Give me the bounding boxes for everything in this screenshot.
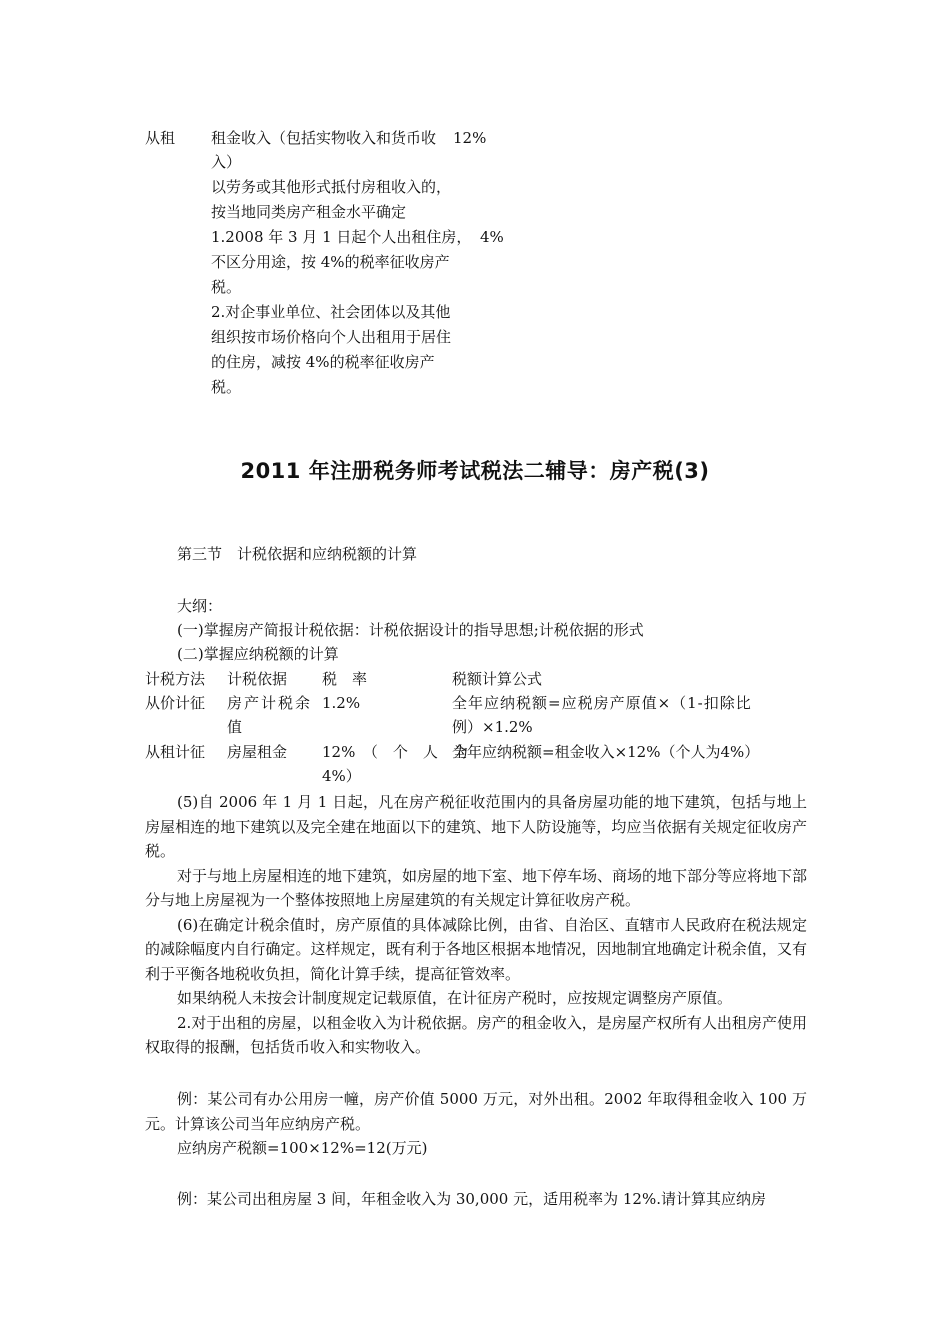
- top-table-basis-line-3: 以劳务或其他形式抵付房租收入的，: [211, 178, 452, 196]
- calc-table-row2-rate-2: 4%）: [322, 767, 361, 785]
- paragraph-3: (6)在确定计税余值时，房产原值的具体减除比例，由省、自治区、直辖市人民政府在税法规定的减除幅度内自行确定。这样规定，既有利于各地区根据本地情况，因地制宜地确定计税余值，又有利于平衡各地税收负担，简化计算手续，提高征管效率。: [145, 915, 807, 983]
- top-table-row-label: 从租: [145, 129, 176, 147]
- calc-table-row1-method: 从价计征: [145, 694, 206, 712]
- calc-table-row2-rate-1: 12% （ 个 人 为: [322, 743, 468, 761]
- calc-table-header-formula: 税额计算公式: [452, 670, 543, 688]
- calc-table-row2-method: 从租计征: [145, 743, 206, 761]
- calc-table-row1-formula-2: 例）×1.2%: [452, 718, 533, 736]
- top-table-note2-line-1: 2.对企事业单位、社会团体以及其他: [211, 303, 451, 321]
- top-table-rate: 12%: [453, 129, 487, 147]
- example-2-text: 例：某公司出租房屋 3 间，年租金收入为 30,000 元，适用税率为 12%.请计算其应纳房: [177, 1190, 766, 1208]
- calc-table-row2-basis-1: 房屋租金: [227, 743, 288, 761]
- top-table-basis-line-1: 租金收入（包括实物收入和货币收: [211, 129, 437, 147]
- paragraph-4: 如果纳税人未按会计制度规定记载原值，在计征房产税时，应按规定调整房产原值。: [177, 989, 733, 1007]
- calc-table-header-rate: 税 率: [322, 670, 368, 688]
- section-heading: 第三节 计税依据和应纳税额的计算: [177, 545, 418, 563]
- body-paragraphs: [145, 790, 807, 1060]
- example-1-text: 例：某公司有办公用房一幢，房产价值 5000 万元，对外出租。2002 年取得租金收入 100 万元。计算该公司当年应纳房产税。: [145, 1090, 807, 1133]
- calc-table-row2-formula-1: 全年应纳税额=租金收入×12%（个人为4%）: [452, 743, 760, 761]
- outline-item-2: (二)掌握应纳税额的计算: [177, 645, 339, 663]
- outline-label: 大纲：: [177, 597, 223, 615]
- calc-table-row1-formula-1-text: 全年应纳税额=应税房产原值×（1-扣除比: [452, 694, 752, 712]
- top-table-note1-line-1: 1.2008 年 3 月 1 日起个人出租住房，: [211, 228, 472, 246]
- paragraph-2: 对于与地上房屋相连的地下建筑，如房屋的地下室、地下停车场、商场的地下部分等应将地下部分与地上房屋视为一个整体按照地上房屋建筑的有关规定计算征收房产税。: [145, 866, 808, 909]
- paragraph-5: 2.对于出租的房屋，以租金收入为计税依据。房产的租金收入，是房屋产权所有人出租房产使用权取得的报酬，包括货币收入和实物收入。: [145, 1013, 807, 1056]
- top-table-note1-line-3: 税。: [211, 278, 242, 296]
- outline-item-1: (一)掌握房产简报计税依据：计税依据设计的指导思想;计税依据的形式: [177, 621, 644, 639]
- calc-table-row1-basis-1: 房产计税余: [227, 694, 313, 712]
- calc-table-header-basis: 计税依据: [227, 670, 288, 688]
- example-1-answer: 应纳房产税额=100×12%=12(万元): [177, 1139, 428, 1157]
- calc-table-row1-formula-1: [452, 691, 807, 715]
- top-table-basis-line-2: 入）: [211, 153, 242, 171]
- calc-table-header-method: 计税方法: [145, 670, 206, 688]
- example-2: [145, 1187, 807, 1212]
- top-table-basis-line-4: 按当地同类房产租金水平确定: [211, 203, 407, 221]
- top-table-note2-line-2: 组织按市场价格向个人出租用于居住: [211, 328, 452, 346]
- page-title: 2011 年注册税务师考试税法二辅导：房产税(3): [240, 459, 710, 483]
- top-table-note1-rate: 4%: [480, 228, 504, 246]
- top-table-note1-line-2: 不区分用途，按 4%的税率征收房产: [211, 253, 450, 271]
- calc-table-row1-rate: 1.2%: [322, 694, 361, 712]
- calc-table-row1-basis-2: 值: [227, 718, 243, 736]
- top-table-note2-line-3: 的住房，减按 4%的税率征收房产: [211, 353, 435, 371]
- example-1: [145, 1087, 807, 1161]
- top-table-note2-line-4: 税。: [211, 378, 242, 396]
- paragraph-1: (5)自 2006 年 1 月 1 日起，凡在房产税征收范围内的具备房屋功能的地下建筑，包括与地上房屋相连的地下建筑以及完全建在地面以下的建筑、地下人防设施等，均应当依据有关规定征收房产税。: [145, 793, 807, 860]
